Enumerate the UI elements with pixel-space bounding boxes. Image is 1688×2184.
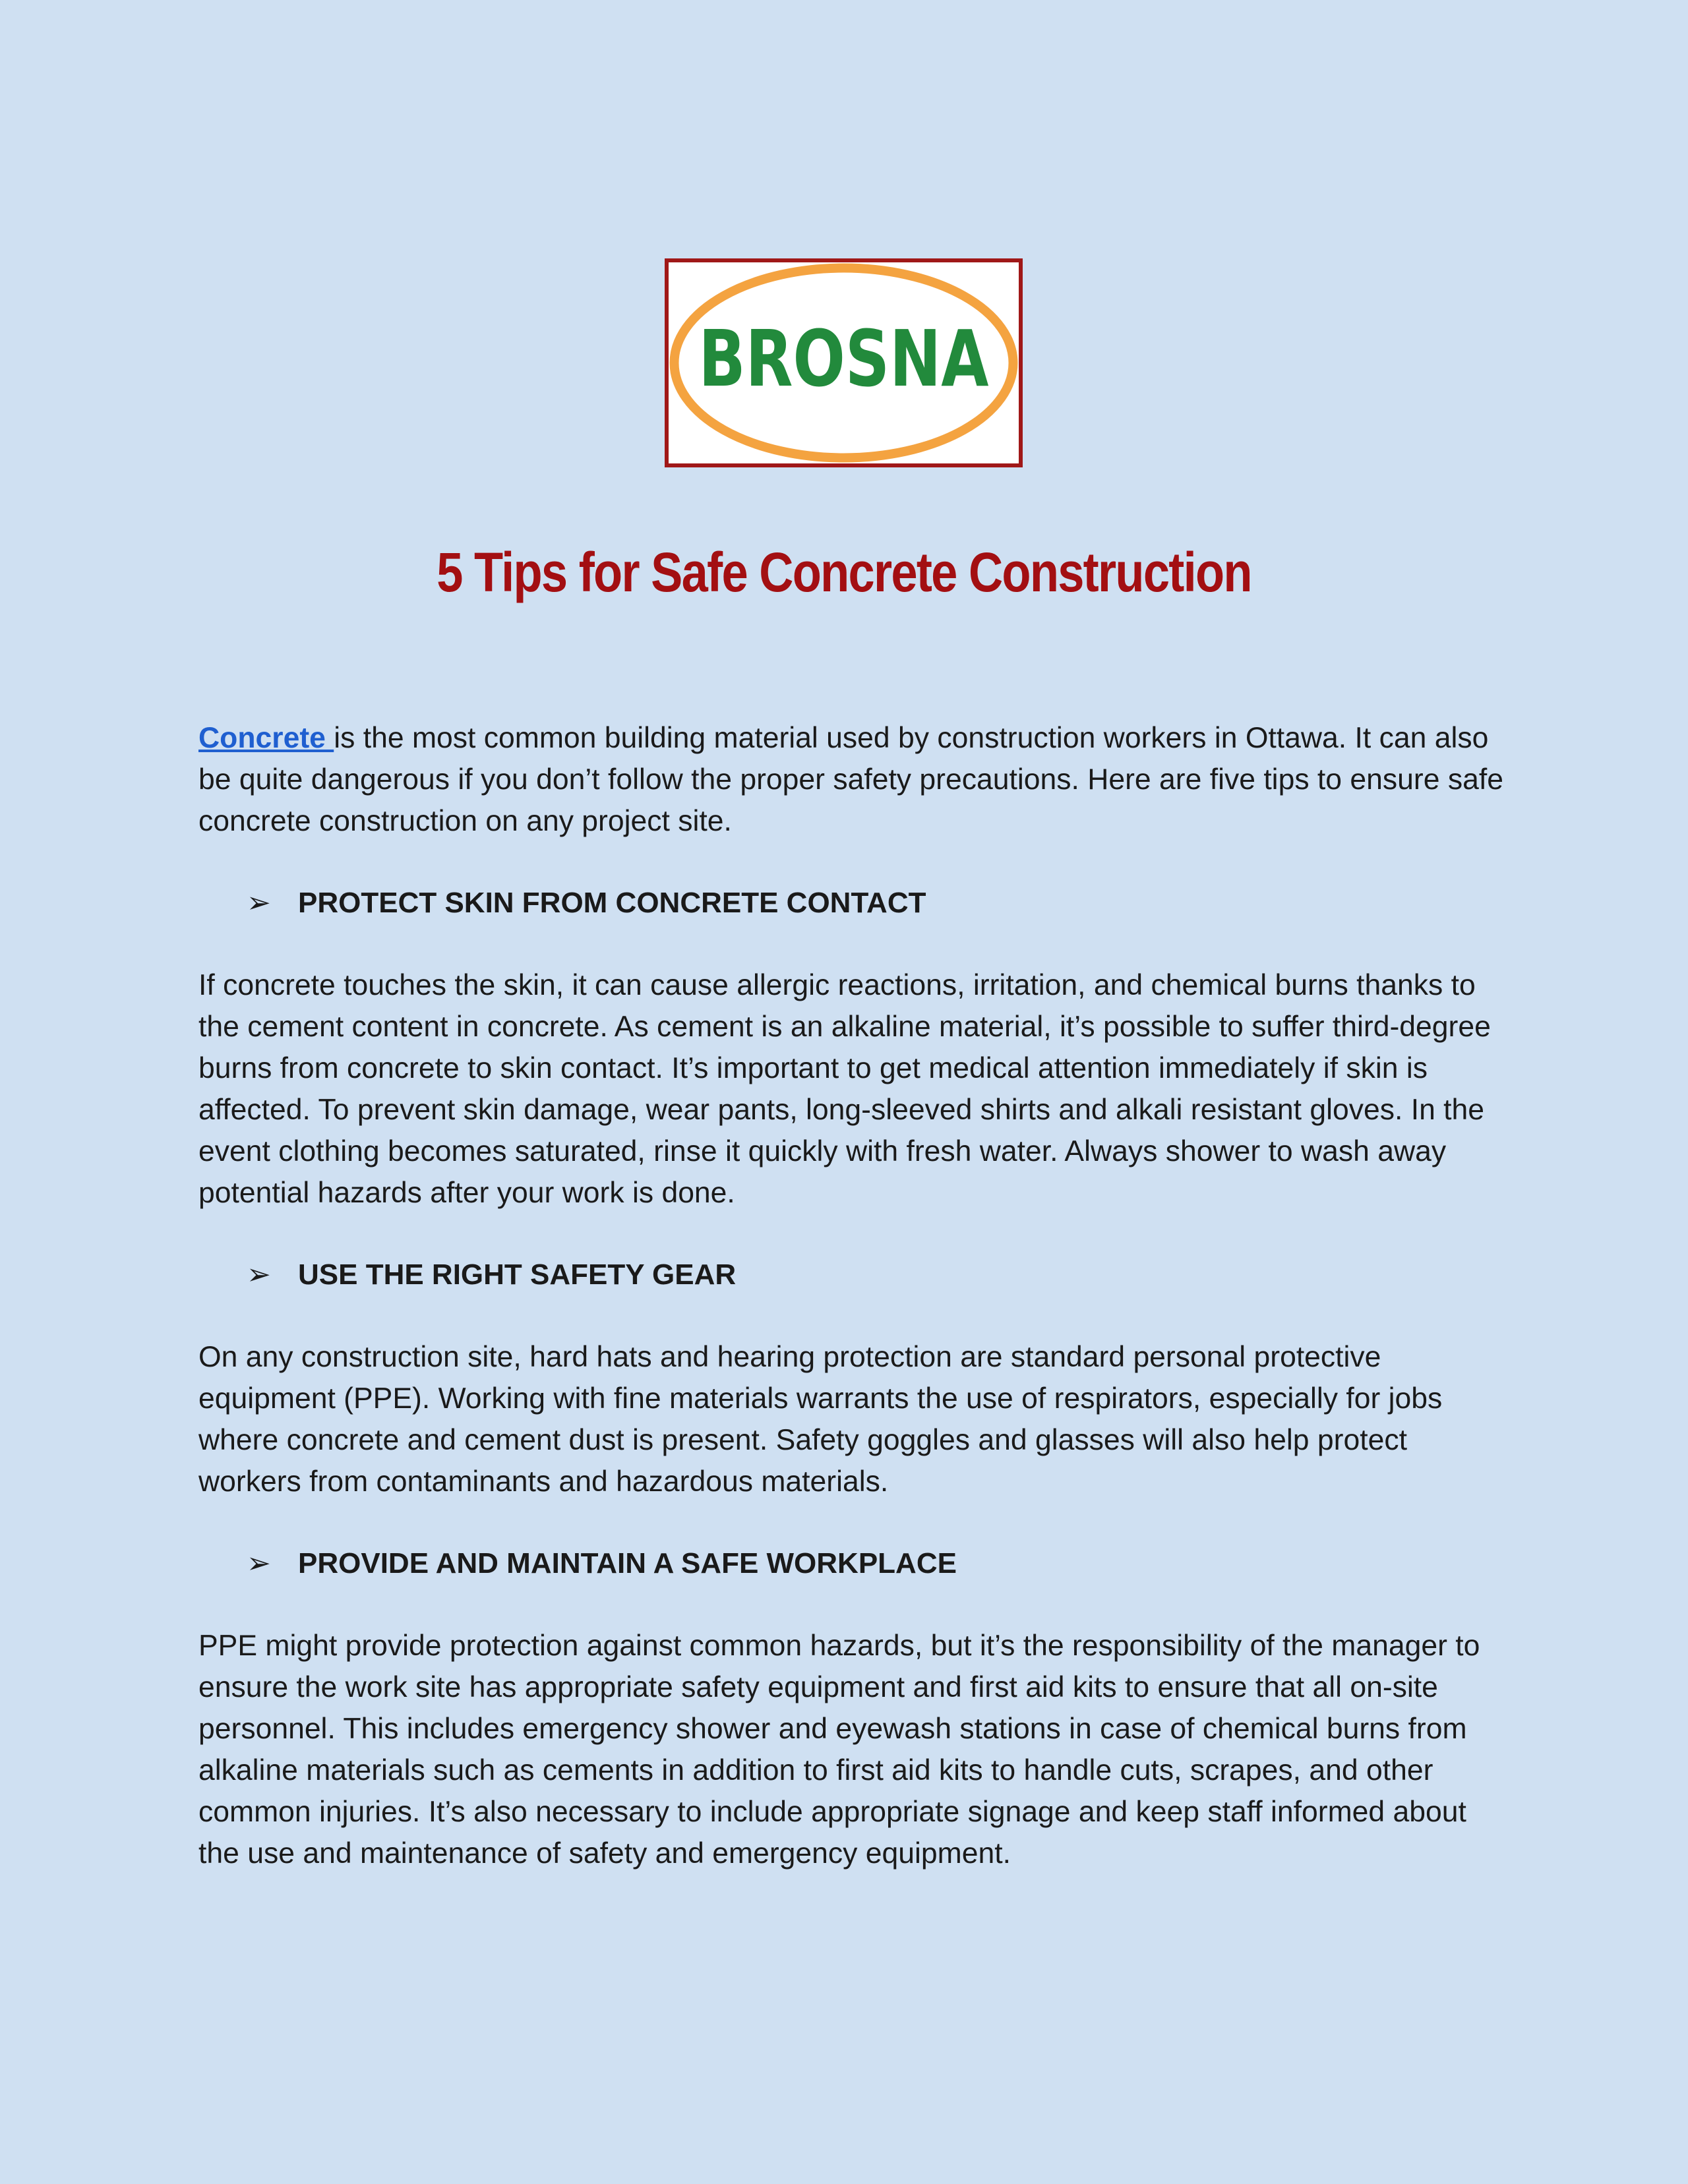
section-heading-safety-gear [247,1254,1511,1295]
brosna-logo [665,258,1023,467]
intro-text: is the most common building material used by construction workers in Ottawa. It can also be quite dangerous if you don’t follow the proper safety precautions. Here are five tips to ensure safe concrete construction on any project site. [198,722,1503,837]
section-body-safe-workplace: PPE might provide protection against common hazards, but it’s the responsibility of the manager to ensure the work site has appropriate safety equipment and first aid kits to ensure that all on-site personnel. This includes emergency shower and eyewash stations in case of chemical burns from alkaline materials such as cements in addition to first aid kits to handle cuts, scrapes, and other common injuries. It’s also necessary to include appropriate signage and keep staff informed about the use and maintenance of safety and emergency equipment. [198,1630,1480,1870]
arrow-bullet-icon: ➢ [247,1258,271,1291]
section-heading-text: PROTECT SKIN FROM CONCRETE CONTACT [298,887,926,919]
arrow-bullet-icon: ➢ [247,887,271,919]
arrow-bullet-icon: ➢ [247,1547,271,1579]
intro-paragraph [198,717,1511,842]
section-heading-text: PROVIDE AND MAINTAIN A SAFE WORKPLACE [298,1547,957,1579]
logo-text: BROSNA [698,313,989,404]
logo-emblem [669,262,1019,463]
concrete-link[interactable]: Concrete [198,722,334,754]
section-heading-text: USE THE RIGHT SAFETY GEAR [298,1258,737,1291]
page-title: 5 Tips for Safe Concrete Construction [437,541,1251,603]
section-body-protect-skin: If concrete touches the skin, it can cause allergic reactions, irritation, and chemical burns thanks to the cement content in concrete. As cement is an alkaline material, it’s possible to suffer third-degree burns from concrete to skin contact. It’s important to get medical attention immediately if skin is affected. To prevent skin damage, wear pants, long-sleeved shirts and alkali resistant gloves. In the event clothing becomes saturated, rinse it quickly with fresh water. Always shower to wash away potential hazards after your work is done. [198,969,1491,1209]
section-heading-protect-skin [247,882,1511,924]
section-heading-safe-workplace [247,1543,1511,1584]
section-body-safety-gear: On any construction site, hard hats and hearing protection are standard personal protective equipment (PPE). Working with fine materials warrants the use of respirators, especially for jobs where concrete and cement dust is present. Safety goggles and glasses will also help protect workers from contaminants and hazardous materials. [198,1341,1443,1498]
article-body [198,717,1511,1874]
